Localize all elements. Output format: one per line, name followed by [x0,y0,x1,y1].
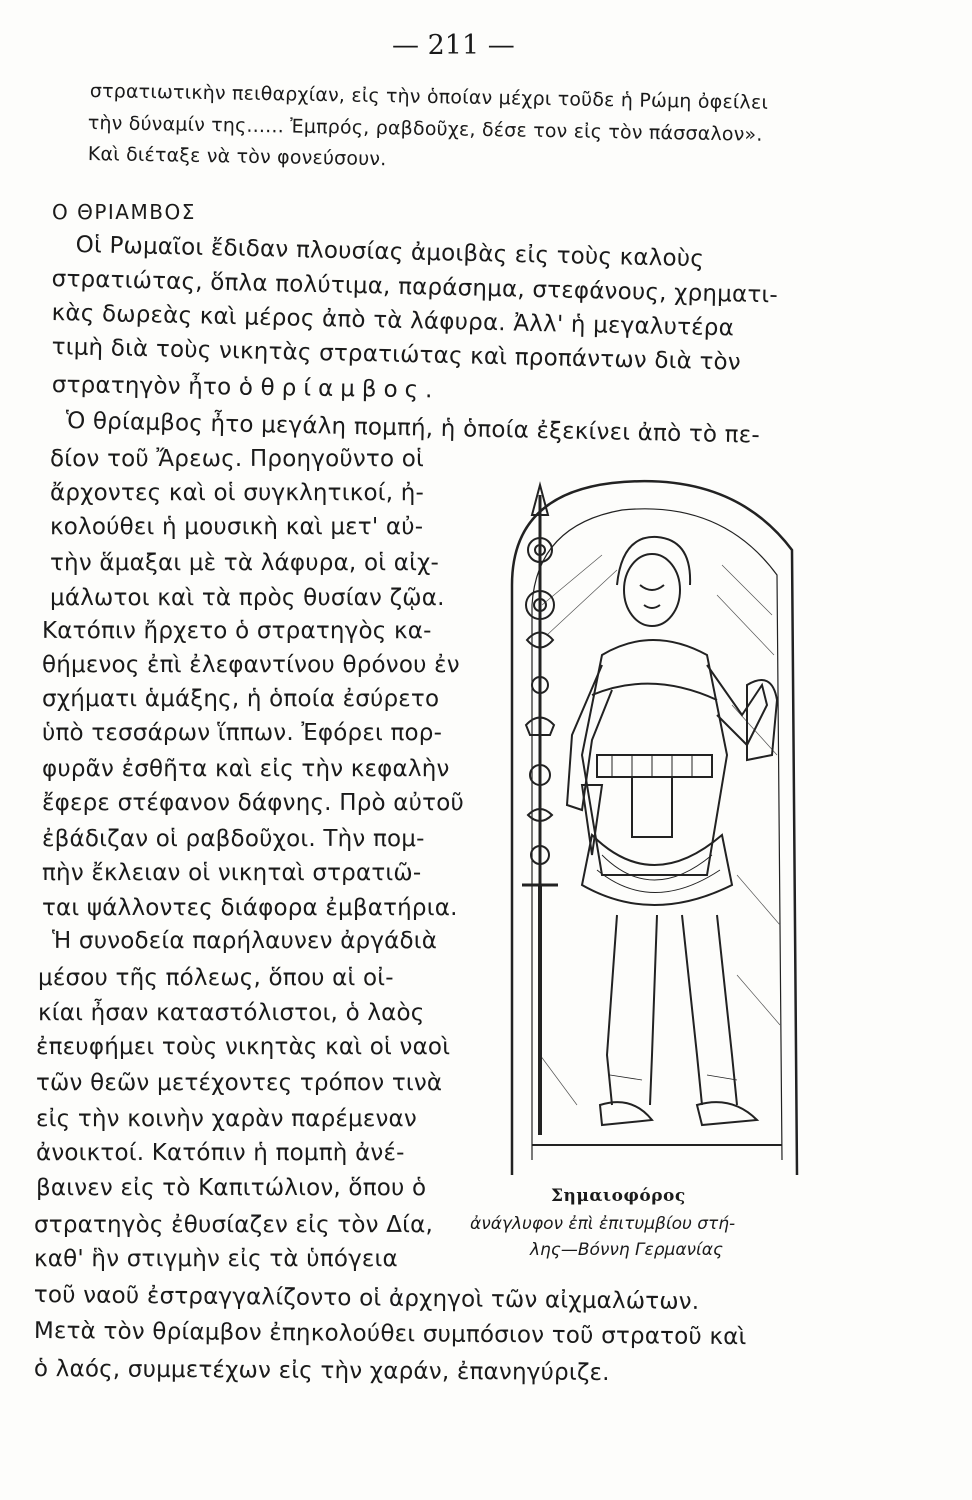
paragraph-line: ἄρχοντες καὶ οἱ συγκλητικοί, ἠ- [50,480,425,506]
text-run: στρατηγὸν ἦτο ὁ [51,372,261,401]
paragraph-line: φυρᾶν ἐσθῆτα καὶ εἰς τὴν κεφαλὴν [42,756,450,782]
emphasis-word: θρίαμβος [260,374,426,404]
paragraph-line: Κατόπιν ἤρχετο ὁ στρατηγὸς κα- [42,618,432,644]
paragraph-line: στρατηγὸς ἐθυσίαζεν εἰς τὸν Δία, [34,1212,434,1238]
paragraph-line: πὴν ἔκλειαν οἱ νικηταὶ στρατιῶ- [42,860,422,886]
caption-title: Σημαιοφόρος [551,1186,686,1206]
paragraph-line: κίαι ἦσαν καταστόλιστοι, ὁ λαὸς [38,1000,425,1026]
paragraph-line: τῶν θεῶν μετέχοντες τρόπον τινὰ [36,1070,443,1096]
paragraph-line: Μετὰ τὸν θρίαμβον ἐπηκολούθει συμπόσιον τοῦ στρατοῦ καὶ [33,1318,747,1351]
standard-bearer-illustration [492,455,817,1180]
paragraph-line: μάλωτοι καὶ τὰ πρὸς θυσίαν ζῷα. [50,585,445,611]
paragraph-line: δίον τοῦ Ἄρεως. Προηγοῦντο οἱ [50,446,424,472]
text-run: . [424,377,433,404]
intro-line: Καὶ διέταξε νὰ τὸν φονεύσουν. [87,143,387,171]
paragraph-line: εἰς τὴν κοινὴν χαρὰν παρέμεναν [36,1106,417,1132]
paragraph-line: κολούθει ἡ μουσικὴ καὶ μετ' αὐ- [50,514,424,540]
paragraph-line: τιμὴ διὰ τοὺς νικητὰς στρατιώτας καὶ προπάντων διὰ τὸν [51,334,742,376]
paragraph-line [52,372,433,403]
paragraph-line: στρατιώτας, ὅπλα πολύτιμα, παράσημα, στεφάνους, χρηματι- [51,266,779,309]
paragraph-line: ὁ λαός, συμμετέχων εἰς τὴν χαράν, ἐπανηγύριζε. [33,1356,610,1387]
paragraph-line: ται ψάλλοντες διάφορα ἐμβατήρια. [42,895,458,921]
paragraph-line: Ἡ συνοδεία παρήλαυνεν ἀργάδιὰ [52,928,438,954]
page-number: — 211 — [392,30,515,61]
paragraph-line: ἐπευφήμει τοὺς νικητὰς καὶ οἱ ναοὶ [36,1034,451,1060]
paragraph-line: σχήματι ἁμάξης, ἡ ὁποία ἐσύρετο [42,686,440,712]
paragraph-line: μέσου τῆς πόλεως, ὅπου αἱ οἰ- [38,965,394,991]
paragraph-line: Οἱ Ρωμαῖοι ἔδιδαν πλουσίας ἀμοιβὰς εἰς τοὺς καλοὺς [75,232,705,273]
intro-line: στρατιωτικὴν πειθαρχίαν, εἰς τὴν ὁποίαν μέχρι τοῦδε ἡ Ρώμη ὀφείλει [89,80,769,114]
paragraph-line: τοῦ ναοῦ ἐστραγγαλίζοντο οἱ ἀρχηγοὶ τῶν αἰχμαλώτων. [33,1282,700,1315]
paragraph-line: καθ' ἣν στιγμὴν εἰς τὰ ὑπόγεια [34,1246,398,1272]
paragraph-line: ἐβάδιζαν οἱ ραβδοῦχοι. Τὴν πομ- [42,826,425,852]
paragraph-line: Ὁ θρίαμβος ἦτο μεγάλη πομπή, ἡ ὁποία ἐξεκίνει ἀπὸ τὸ πε- [65,408,761,449]
caption-line: λης—Βόννη Γερμανίας [530,1240,723,1260]
paragraph-line: ἀνοικτοί. Κατόπιν ἡ πομπὴ ἀνέ- [36,1140,405,1166]
paragraph-line: κὰς δωρεὰς καὶ μέρος ἀπὸ τὰ λάφυρα. Ἀλλ' ἡ μεγαλυτέρα [51,300,735,342]
intro-line: τὴν δύναμίν της...... Ἐμπρός, ραβδοῦχε, δέσε τον εἰς τὸν πάσσαλον». [87,112,763,146]
caption-line: ἀνάγλυφον ἐπὶ ἐπιτυμβίου στή- [470,1214,736,1234]
paragraph-line: βαινεν εἰς τὸ Καπιτώλιον, ὅπου ὁ [36,1175,427,1201]
paragraph-line: ὑπὸ τεσσάρων ἵππων. Ἐφόρει πορ- [42,720,443,746]
paragraph-line: τὴν ἅμαξαι μὲ τὰ λάφυρα, οἱ αἰχ- [50,550,440,576]
paragraph-line: ἔφερε στέφανον δάφνης. Πρὸ αὐτοῦ [42,790,464,816]
section-heading: Ο ΘΡΙΑΜΒΟΣ [52,200,196,224]
paragraph-line: θήμενος ἐπὶ ἐλεφαντίνου θρόνου ἐν [42,652,460,678]
